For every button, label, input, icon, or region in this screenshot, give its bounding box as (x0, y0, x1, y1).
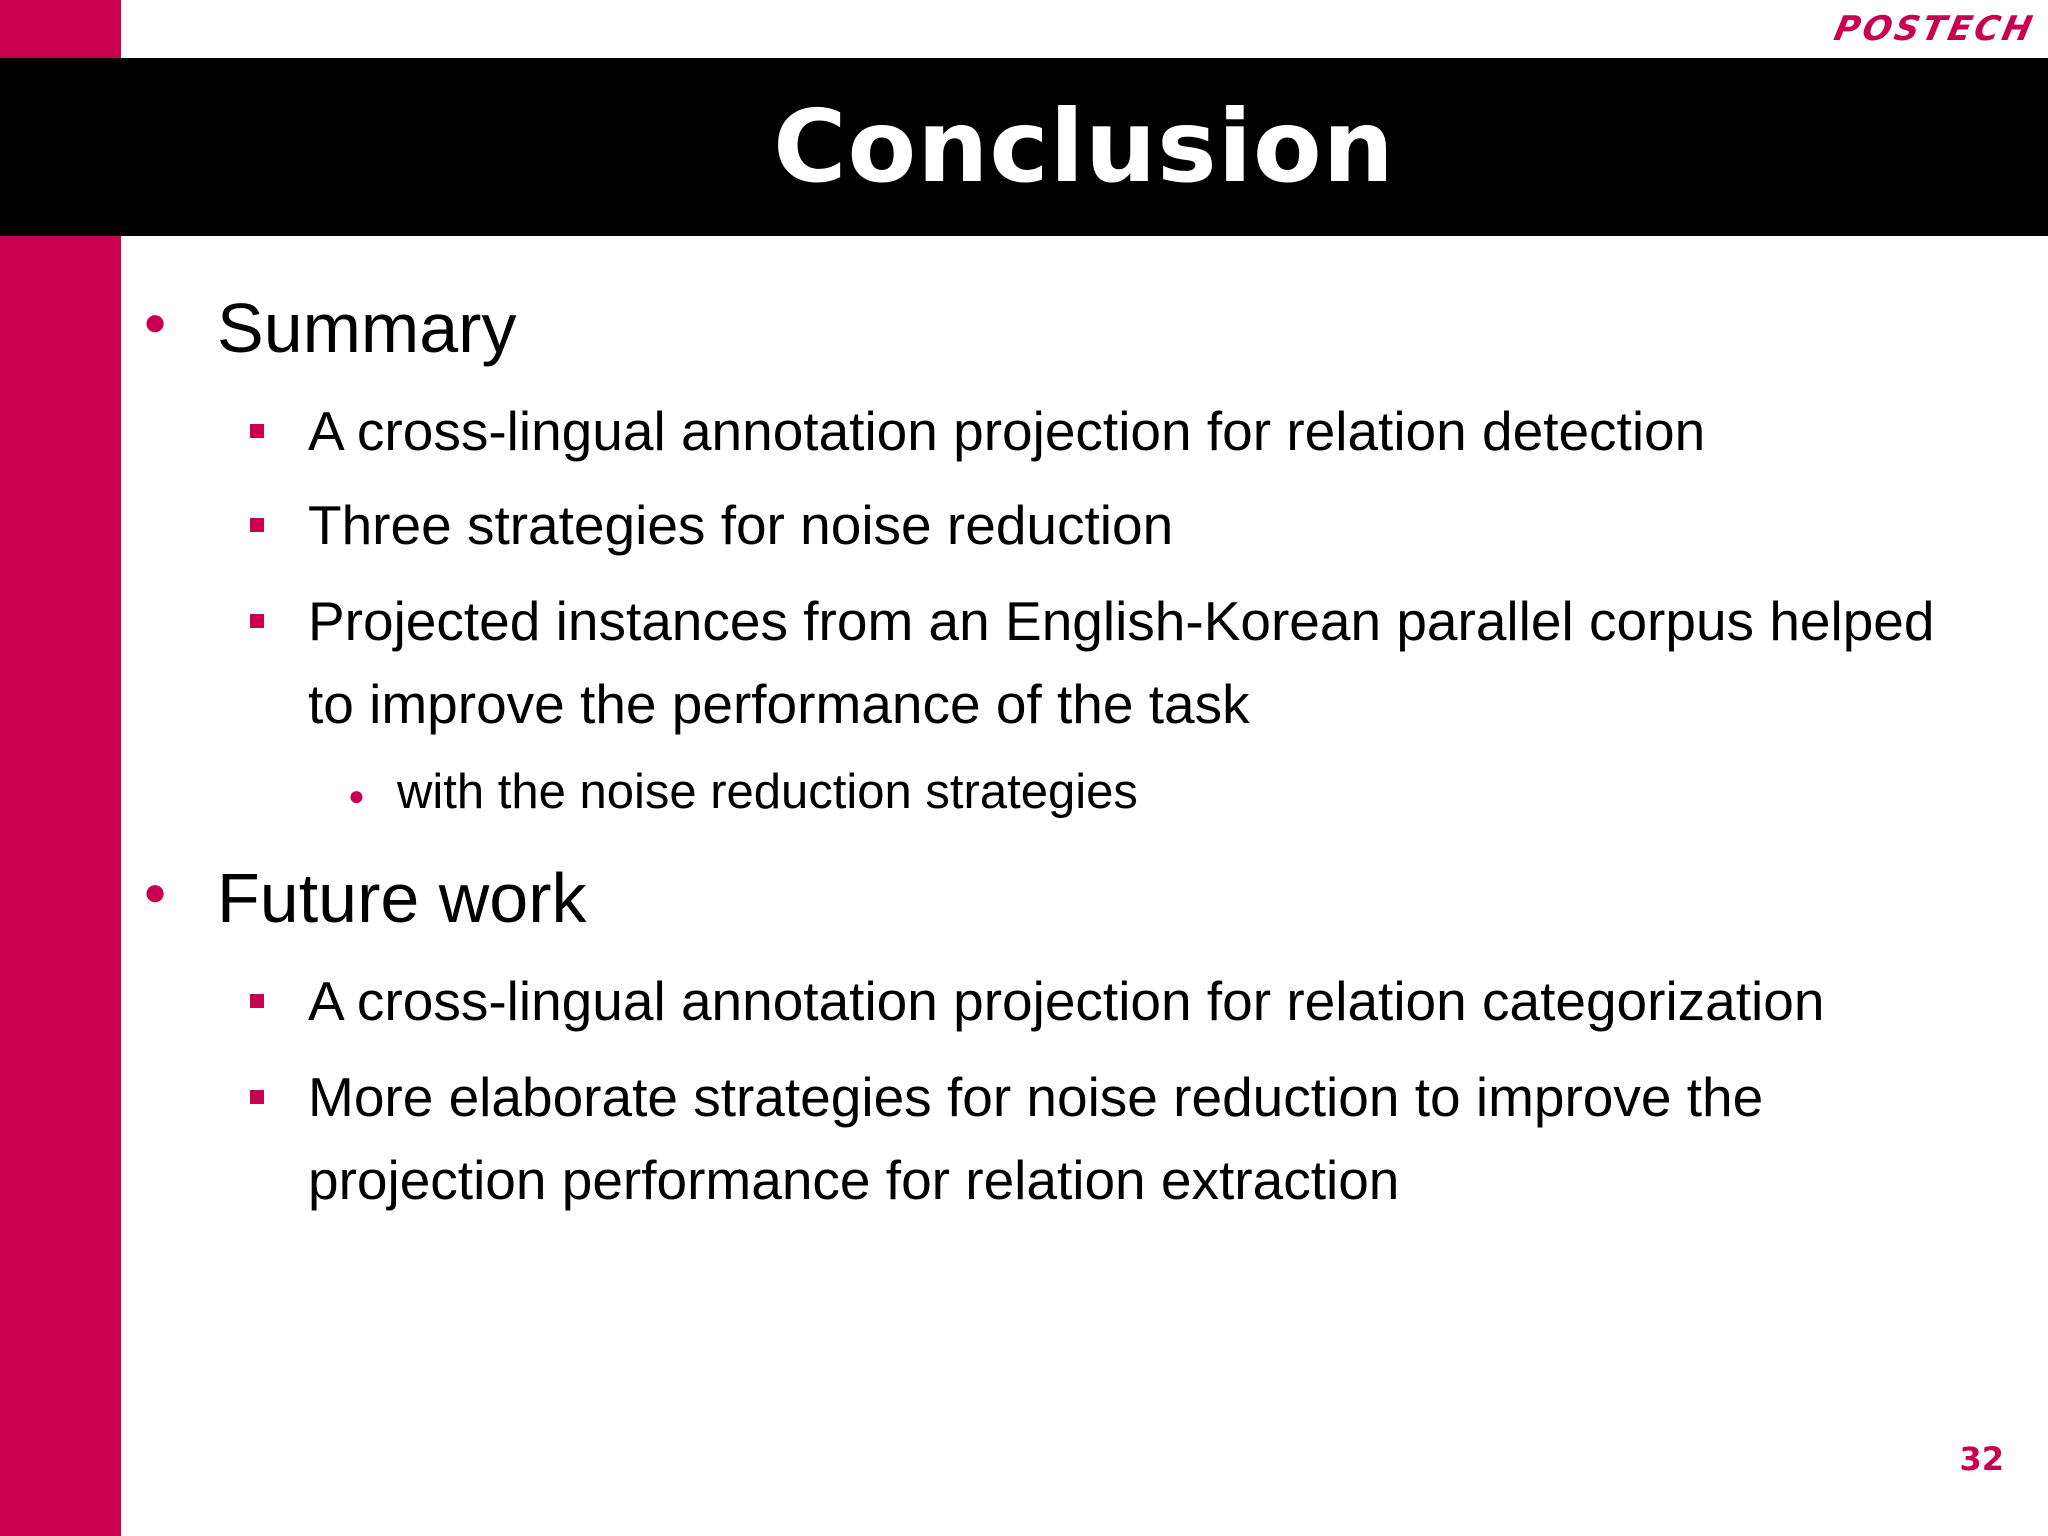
section-heading-summary: Summary (217, 289, 517, 367)
future-item-1: A cross-lingual annotation projection for relation categorization (308, 970, 1825, 1032)
summary-item-3-sub: with the noise reduction strategies (397, 765, 1138, 819)
summary-item-2: Three strategies for noise reduction (308, 494, 1174, 556)
bullet-dot-icon: ● (143, 870, 168, 914)
summary-item-1: A cross-lingual annotation projection for relation detection (308, 400, 1706, 462)
bullet-dot-icon: ● (143, 300, 168, 344)
page-number: 32 (1959, 1440, 2004, 1478)
slide-title: Conclusion (773, 88, 1395, 205)
square-bullet-icon (250, 614, 264, 628)
square-bullet-icon (250, 424, 264, 438)
square-bullet-icon (250, 1090, 264, 1104)
future-item-2-line2: projection performance for relation extraction (308, 1149, 1400, 1211)
future-item-2-line1: More elaborate strategies for noise reduction to improve the (308, 1066, 1764, 1128)
square-bullet-icon (250, 994, 264, 1008)
section-heading-future-work: Future work (217, 859, 587, 937)
sub-bullet-dot-icon: ● (348, 780, 365, 811)
square-bullet-icon (250, 518, 264, 532)
summary-item-3-line2: to improve the performance of the task (308, 673, 1250, 735)
postech-logo: POSTECH (1830, 9, 2039, 49)
summary-item-3-line1: Projected instances from an English-Korean parallel corpus helped (308, 590, 1935, 652)
